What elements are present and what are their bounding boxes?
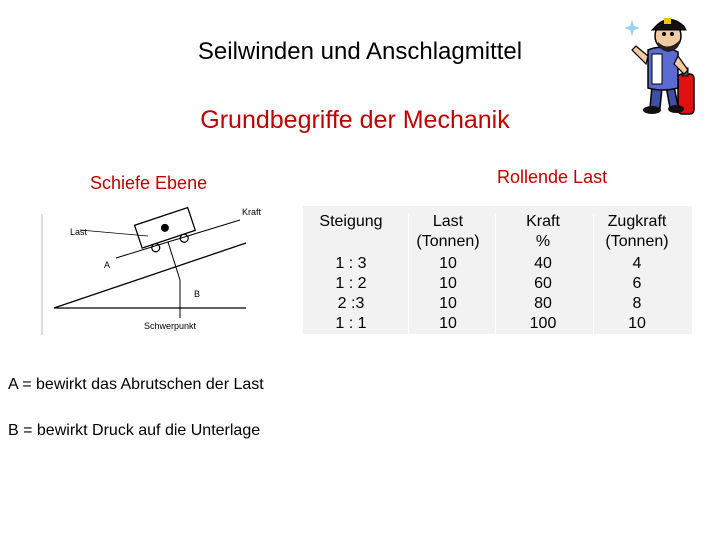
table-cell: 100 xyxy=(529,315,557,332)
rolling-load-table xyxy=(303,206,692,334)
page-title: Seilwinden und Anschlagmittel xyxy=(197,38,523,65)
table-header-cell: Kraft xyxy=(526,213,560,230)
table-cell: 8 xyxy=(632,295,642,312)
component-b-line xyxy=(168,242,180,280)
table-cell: 10 xyxy=(439,255,457,272)
table-header-cell: Last xyxy=(432,213,464,230)
label-b: B xyxy=(194,289,201,299)
note-a: A = bewirkt das Abrutschen der Last xyxy=(8,376,264,393)
label-last: Last xyxy=(70,227,88,237)
table-header-cell: Zugkraft xyxy=(607,213,667,230)
table-cell: 10 xyxy=(628,315,646,332)
label-kraft: Kraft xyxy=(242,207,262,217)
label-a: A xyxy=(104,260,111,270)
cart xyxy=(135,208,198,256)
left-heading: Schiefe Ebene xyxy=(90,173,208,193)
table-cell: 2 :3 xyxy=(337,295,365,312)
table-header-cell: (Tonnen) xyxy=(605,233,669,250)
table-cell: 10 xyxy=(439,295,457,312)
table-cell: 10 xyxy=(439,315,457,332)
table-cell: 4 xyxy=(632,255,642,272)
note-b: B = bewirkt Druck auf die Unterlage xyxy=(8,422,261,439)
table-cell: 1 : 1 xyxy=(335,315,367,332)
table-cell: 6 xyxy=(632,275,642,292)
inclined-plane-diagram xyxy=(40,200,300,335)
label-schwerpunkt: Schwerpunkt xyxy=(144,321,197,331)
table-header-cell: Steigung xyxy=(319,213,383,230)
incline-line xyxy=(54,243,246,308)
table-header-cell: % xyxy=(535,233,551,250)
table-header-cell: (Tonnen) xyxy=(416,233,480,250)
table-cell: 60 xyxy=(534,275,552,292)
worker-mascot-icon xyxy=(618,8,708,120)
table-cell: 1 : 2 xyxy=(335,275,367,292)
table-cell: 40 xyxy=(534,255,552,272)
table-cell: 80 xyxy=(534,295,552,312)
table-cell: 1 : 3 xyxy=(335,255,367,272)
table-cell: 10 xyxy=(439,275,457,292)
page-subtitle: Grundbegriffe der Mechanik xyxy=(200,106,510,134)
right-heading: Rollende Last xyxy=(497,167,608,187)
